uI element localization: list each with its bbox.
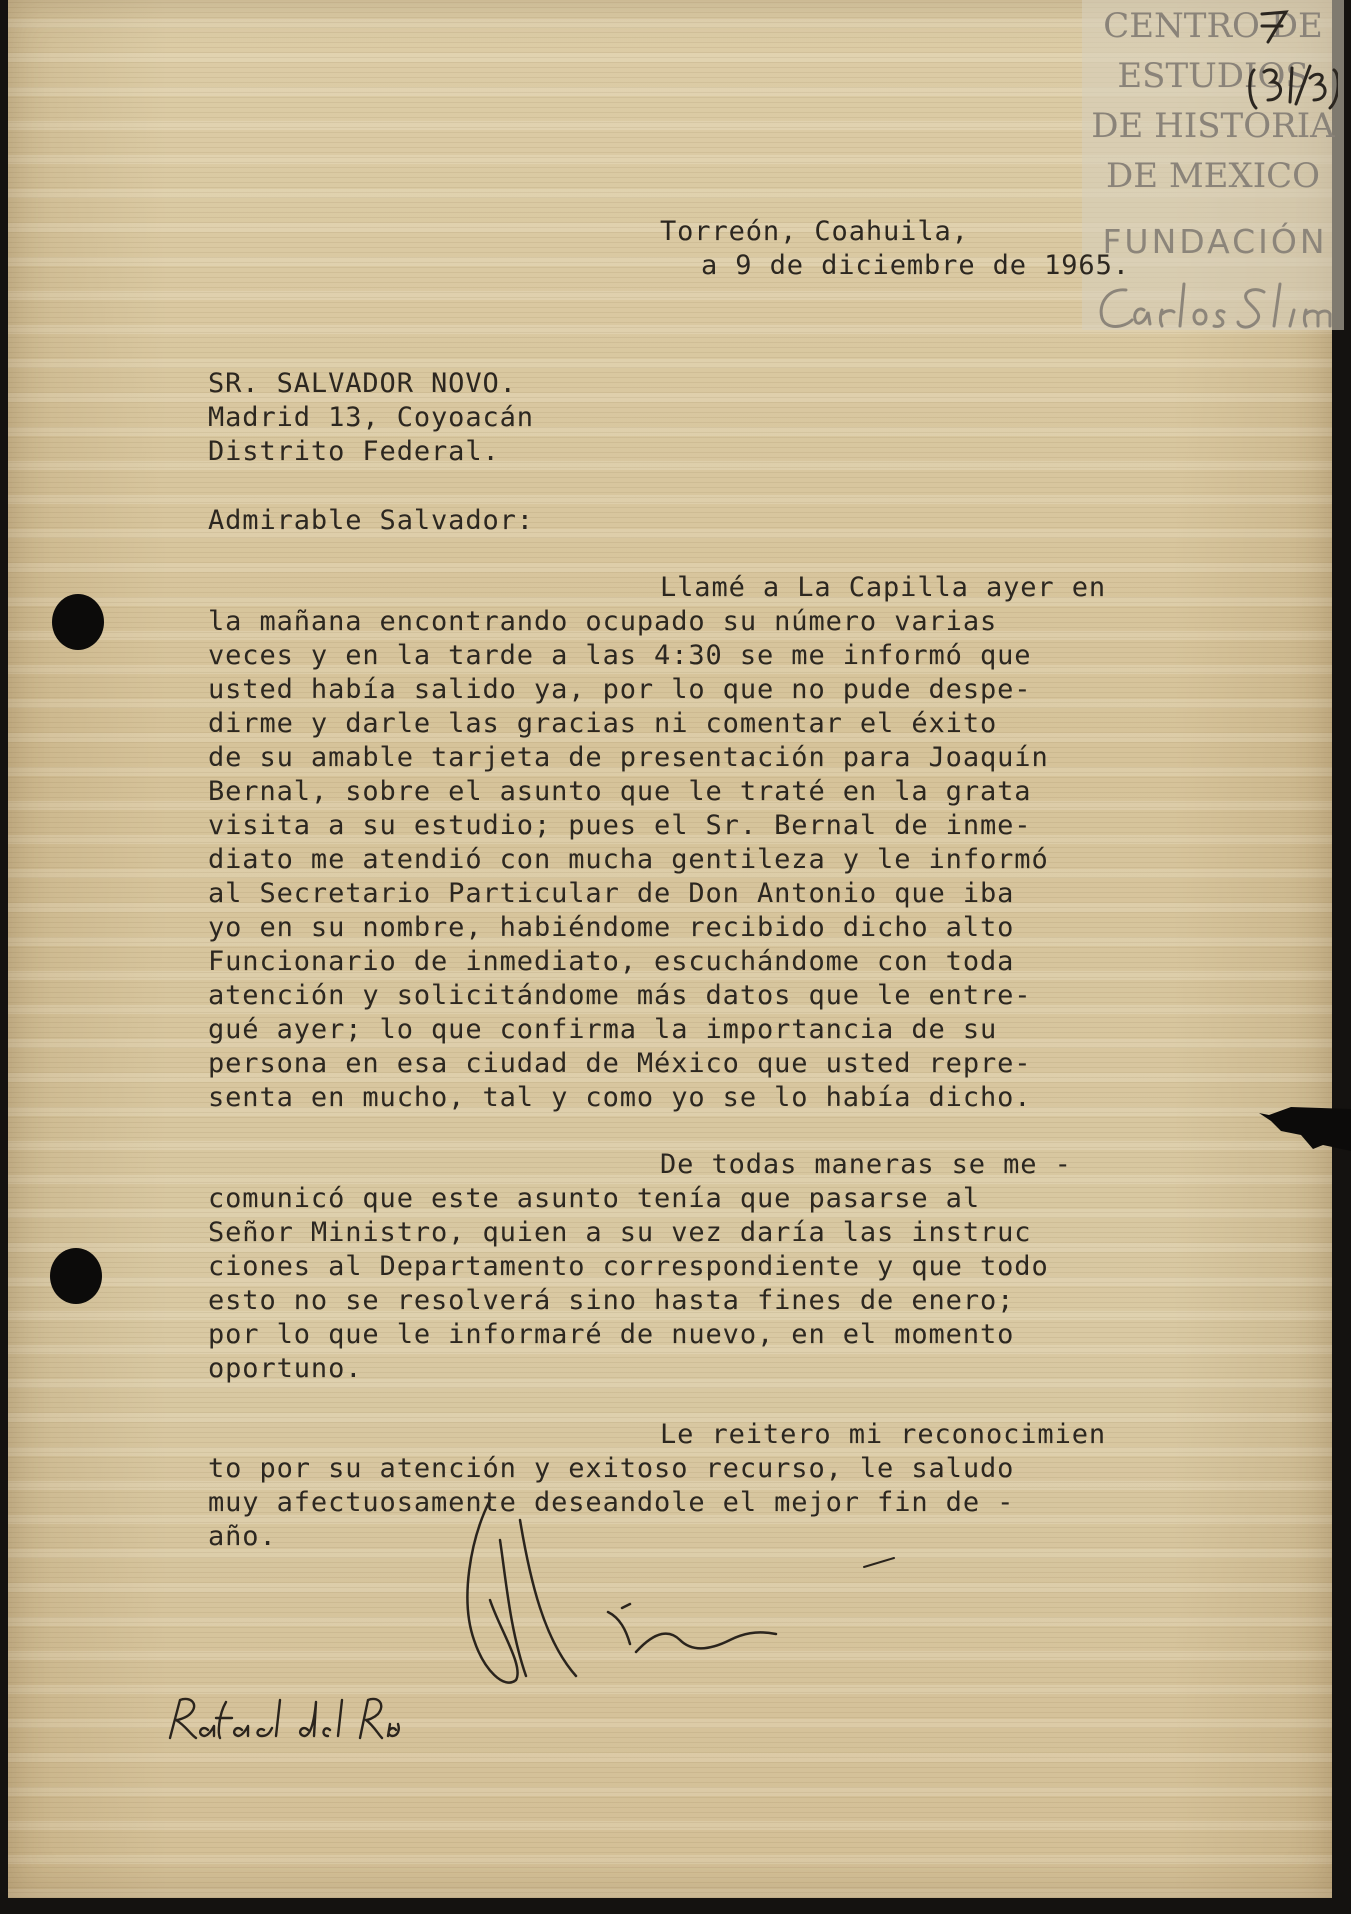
letter-place: Torreón, Coahuila, [660, 216, 969, 247]
paragraph-1-line: dirme y darle las gracias ni comentar el éxito [208, 708, 998, 739]
paragraph-2-line: Señor Ministro, quien a su vez daría las instruc [208, 1217, 1032, 1248]
torn-edge-mark [1251, 1105, 1351, 1153]
paragraph-1-line: atención y solicitándome más datos que le entre- [208, 980, 1032, 1011]
paragraph-1-line: usted había salido ya, por lo que no pude despe- [208, 674, 1032, 705]
paragraph-3-line: muy afectuosamente deseandole el mejor fin de - [208, 1487, 1015, 1518]
paragraph-1-line: persona en esa ciudad de México que usted repre- [208, 1048, 1032, 1079]
paragraph-1-line: gué ayer; lo que confirma la importancia de su [208, 1014, 998, 1045]
paragraph-2-line: De todas maneras se me - [660, 1149, 1072, 1180]
punch-hole-bottom [50, 1248, 102, 1304]
stamp-line-4: DE MEXICO [1105, 156, 1321, 196]
stamp-foundation: FUNDACIÓN [1102, 222, 1328, 261]
paragraph-1-line: yo en su nombre, habiéndome recibido dicho alto [208, 912, 1015, 943]
recipient-line-2: Madrid 13, Coyoacán [208, 402, 534, 433]
paragraph-1-line: senta en mucho, tal y como yo se lo había dicho. [208, 1082, 1032, 1113]
handwritten-signature [460, 1480, 820, 1700]
stamp-foundation-logo [1088, 280, 1348, 336]
paragraph-1-line: veces y en la tarde a las 4:30 se me informó que [208, 640, 1032, 671]
salutation: Admirable Salvador: [208, 505, 534, 536]
paragraph-1-line: al Secretario Particular de Don Antonio que iba [208, 878, 1015, 909]
paragraph-2-line: por lo que le informaré de nuevo, en el momento [208, 1319, 1015, 1350]
paragraph-2-line: esto no se resolverá sino hasta fines de enero; [208, 1285, 1015, 1316]
paragraph-2-line: oportuno. [208, 1353, 363, 1384]
paragraph-1-line: visita a su estudio; pues el Sr. Bernal de inme- [208, 810, 1032, 841]
paragraph-3-line: Le reitero mi reconocimien [660, 1419, 1107, 1450]
recipient-line-1: SR. SALVADOR NOVO. [208, 368, 517, 399]
signature-name [160, 1690, 400, 1750]
stamp-line-1: CENTRO DE [1103, 6, 1323, 46]
stamp-line-2: ESTUDIOS [1117, 56, 1309, 96]
paragraph-1-line: de su amable tarjeta de presentación para Joaquín [208, 742, 1049, 773]
punch-hole-top [52, 594, 104, 650]
paragraph-1-line: Llamé a La Capilla ayer en [660, 572, 1107, 603]
paragraph-3-line: año. [208, 1521, 277, 1552]
paragraph-2-line: ciones al Departamento correspondiente y que todo [208, 1251, 1049, 1282]
paragraph-1-line: la mañana encontrando ocupado su número varias [208, 606, 998, 637]
ink-mark [860, 1555, 900, 1569]
paragraph-1-line: Funcionario de inmediato, escuchándome con toda [208, 946, 1015, 977]
letter-date: a 9 de diciembre de 1965. [701, 250, 1130, 281]
stamp-line-3: DE HISTORIA [1091, 106, 1335, 146]
recipient-line-3: Distrito Federal. [208, 436, 500, 467]
paragraph-2-line: comunicó que este asunto tenía que pasarse al [208, 1183, 980, 1214]
paragraph-1-line: Bernal, sobre el asunto que le traté en la grata [208, 776, 1032, 807]
paragraph-1-line: diato me atendió con mucha gentileza y le informó [208, 844, 1049, 875]
paragraph-3-line: to por su atención y exitoso recurso, le saludo [208, 1453, 1015, 1484]
handwritten-archive-number [1198, 4, 1338, 116]
